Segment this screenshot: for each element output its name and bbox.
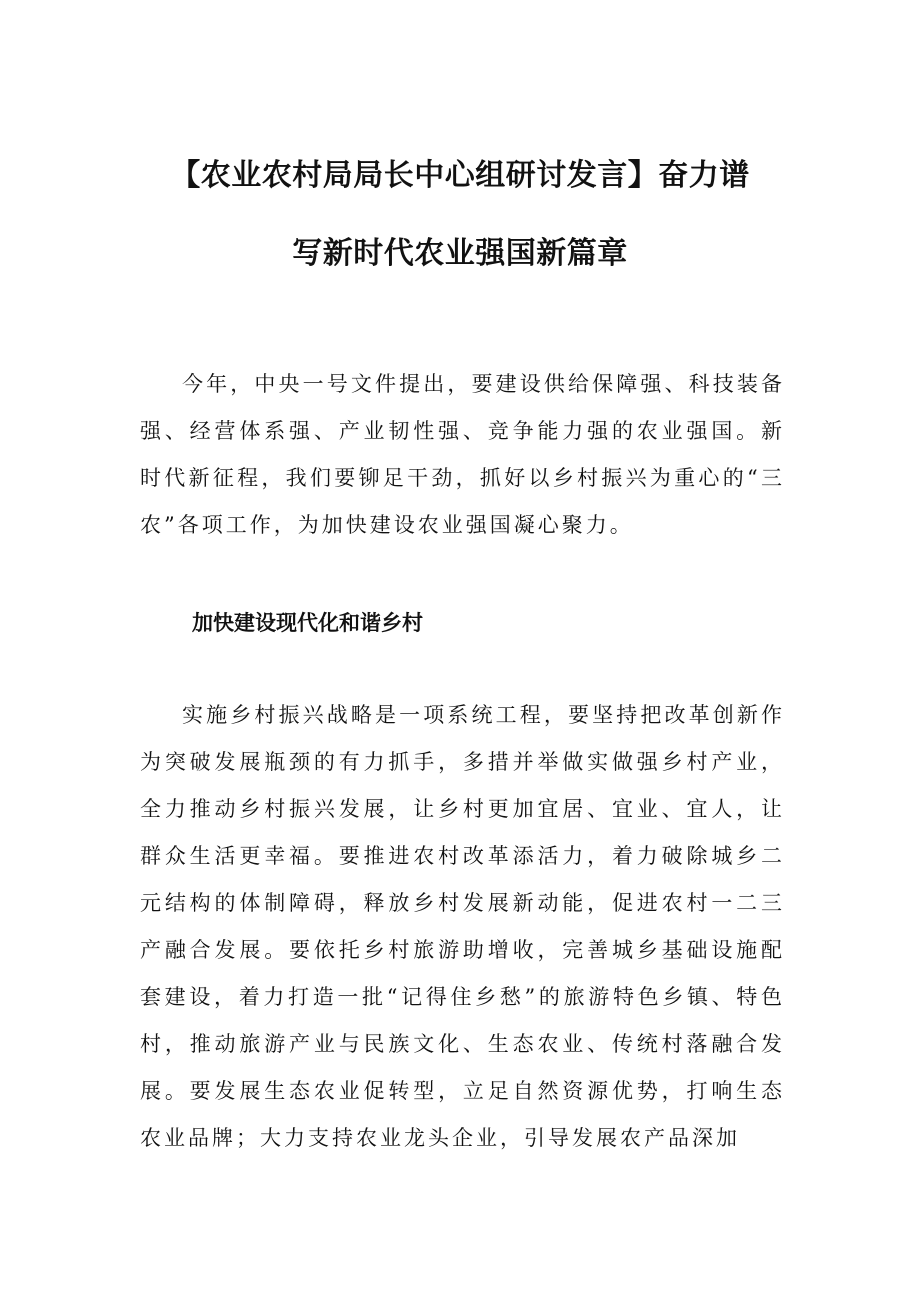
document-title-line-1: 【农业农村局局长中心组研讨发言】奋力谱 (170, 158, 750, 193)
intro-paragraph: 今年，中央一号文件提出，要建设供给保障强、科技装备强、经营体系强、产业韧性强、竞争能力强的农业强国。新时代新征程，我们要铆足干劲，抓好以乡村振兴为重心的“三农”各项工作，为加快建设农业强国凝心聚力。 (140, 372, 785, 537)
document-title-line-2: 写新时代农业强国新篇章 (292, 236, 628, 271)
section-heading: 加快建设现代化和谐乡村 (192, 611, 423, 635)
section-paragraph: 实施乡村振兴战略是一项系统工程，要坚持把改革创新作为突破发展瓶颈的有力抓手，多措并举做实做强乡村产业，全力推动乡村振兴发展，让乡村更加宜居、宜业、宜人，让群众生活更幸福。要推进农村改革添活力，着力破除城乡二元结构的体制障碍，释放乡村发展新动能，促进农村一二三产融合发展。要依托乡村旅游助增收，完善城乡基础设施配套建设，着力打造一批“记得住乡愁”的旅游特色乡镇、特色村，推动旅游产业与民族文化、生态农业、传统村落融合发展。要发展生态农业促转型，立足自然资源优势，打响生态农业品牌；大力支持农业龙头企业，引导发展农产品深加 (140, 703, 785, 1150)
